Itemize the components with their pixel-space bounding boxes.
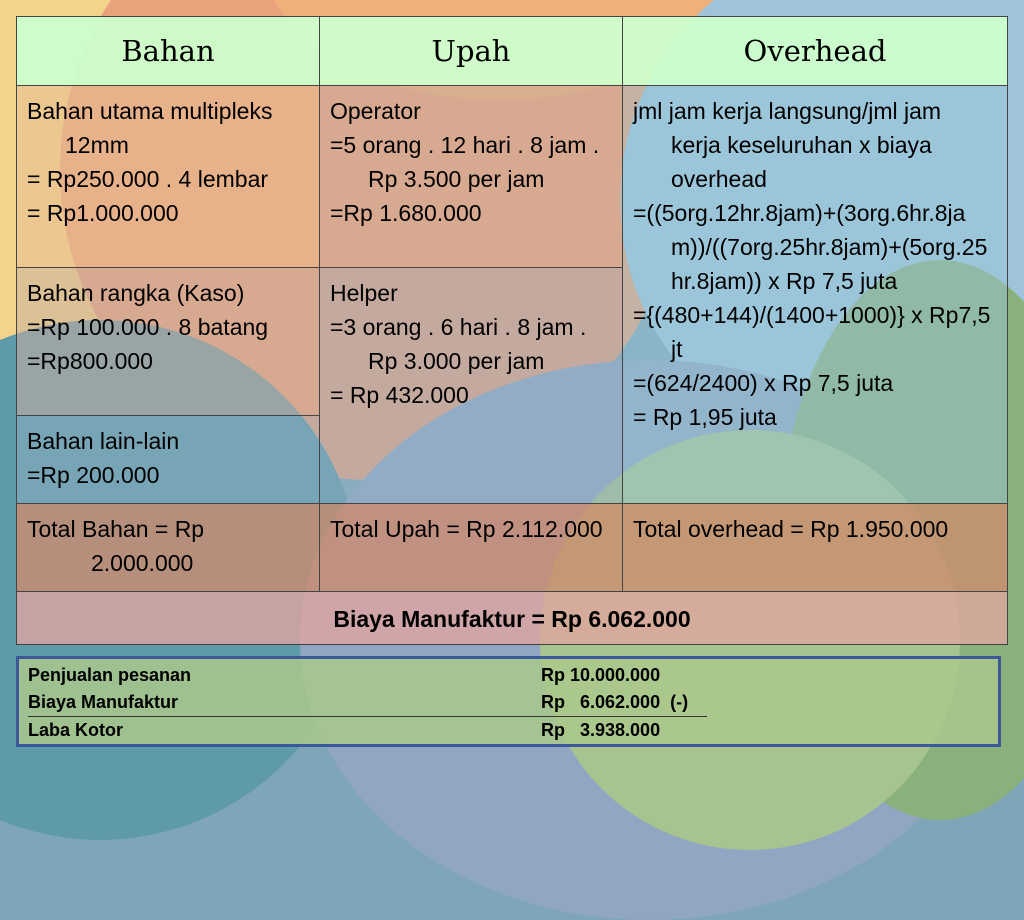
upah-helper-cell [320,268,623,504]
summary-label: Penjualan pesanan [28,665,192,685]
manufaktur-row [17,592,1008,645]
total-bahan-cell [17,504,320,592]
summary-row-penjualan [28,662,989,689]
header-bahan: Bahan [17,17,320,86]
bahan-lain-total: =Rp 200.000 [27,462,160,488]
cost-table [16,16,1008,645]
bahan-utama-title: Bahan utama multipleks 12mm [27,98,273,158]
summary-row-laba [28,717,989,744]
helper-calc: =3 orang . 6 hari . 8 jam . Rp 3.000 per jam [330,314,587,374]
summary-value: Rp 10.000.000 [541,665,661,685]
bahan-rangka-calc: =Rp 100.000 . 8 batang [27,314,269,340]
bahan-rangka-title: Bahan rangka (Kaso) [27,280,245,306]
total-bahan: Total Bahan = Rp 2.000.000 [27,516,205,576]
total-overhead-cell [623,504,1008,592]
summary-value: Rp 6.062.000 (-) [541,692,689,712]
summary-label: Laba Kotor [28,720,124,740]
biaya-manufaktur: Biaya Manufaktur = Rp 6.062.000 [17,592,1008,645]
overhead-line-4: =(624/2400) x Rp 7,5 juta [633,370,894,396]
total-upah: Total Upah = Rp 2.112.000 [330,516,603,542]
overhead-line-2: =((5org.12hr.8jam)+(3org.6hr.8jam))/((7org.25hr.8jam)+(5org.25hr.8jam)) x Rp 7,5 juta [633,200,988,294]
profit-summary-box [16,656,1001,747]
totals-row [17,504,1008,592]
operator-calc: =5 orang . 12 hari . 8 jam . Rp 3.500 per jam [330,132,600,192]
operator-title: Operator [330,98,421,124]
total-overhead: Total overhead = Rp 1.950.000 [633,516,949,542]
summary-row-biaya [28,689,707,717]
bahan-utama-calc: = Rp250.000 . 4 lembar [27,166,269,192]
bahan-lain-cell [17,416,320,504]
bahan-rangka-cell [17,268,320,416]
bahan-utama-cell [17,86,320,268]
summary-value: Rp 3.938.000 [541,720,661,740]
summary-label: Biaya Manufaktur [28,692,179,712]
bahan-rangka-total: =Rp800.000 [27,348,153,374]
operator-total: =Rp 1.680.000 [330,200,482,226]
helper-title: Helper [330,280,398,306]
header-upah: Upah [320,17,623,86]
overhead-line-5: = Rp 1,95 juta [633,404,777,430]
overhead-cell [623,86,1008,504]
total-upah-cell [320,504,623,592]
header-row [17,17,1008,86]
overhead-line-3: ={(480+144)/(1400+1000)} x Rp7,5 jt [633,302,991,362]
bahan-lain-title: Bahan lain-lain [27,428,180,454]
bahan-utama-total: = Rp1.000.000 [27,200,179,226]
overhead-line-1: jml jam kerja langsung/jml jam kerja keseluruhan x biaya overhead [633,98,942,192]
row-main [17,86,1008,268]
helper-total: = Rp 432.000 [330,382,469,408]
upah-operator-cell [320,86,623,268]
header-overhead: Overhead [623,17,1008,86]
